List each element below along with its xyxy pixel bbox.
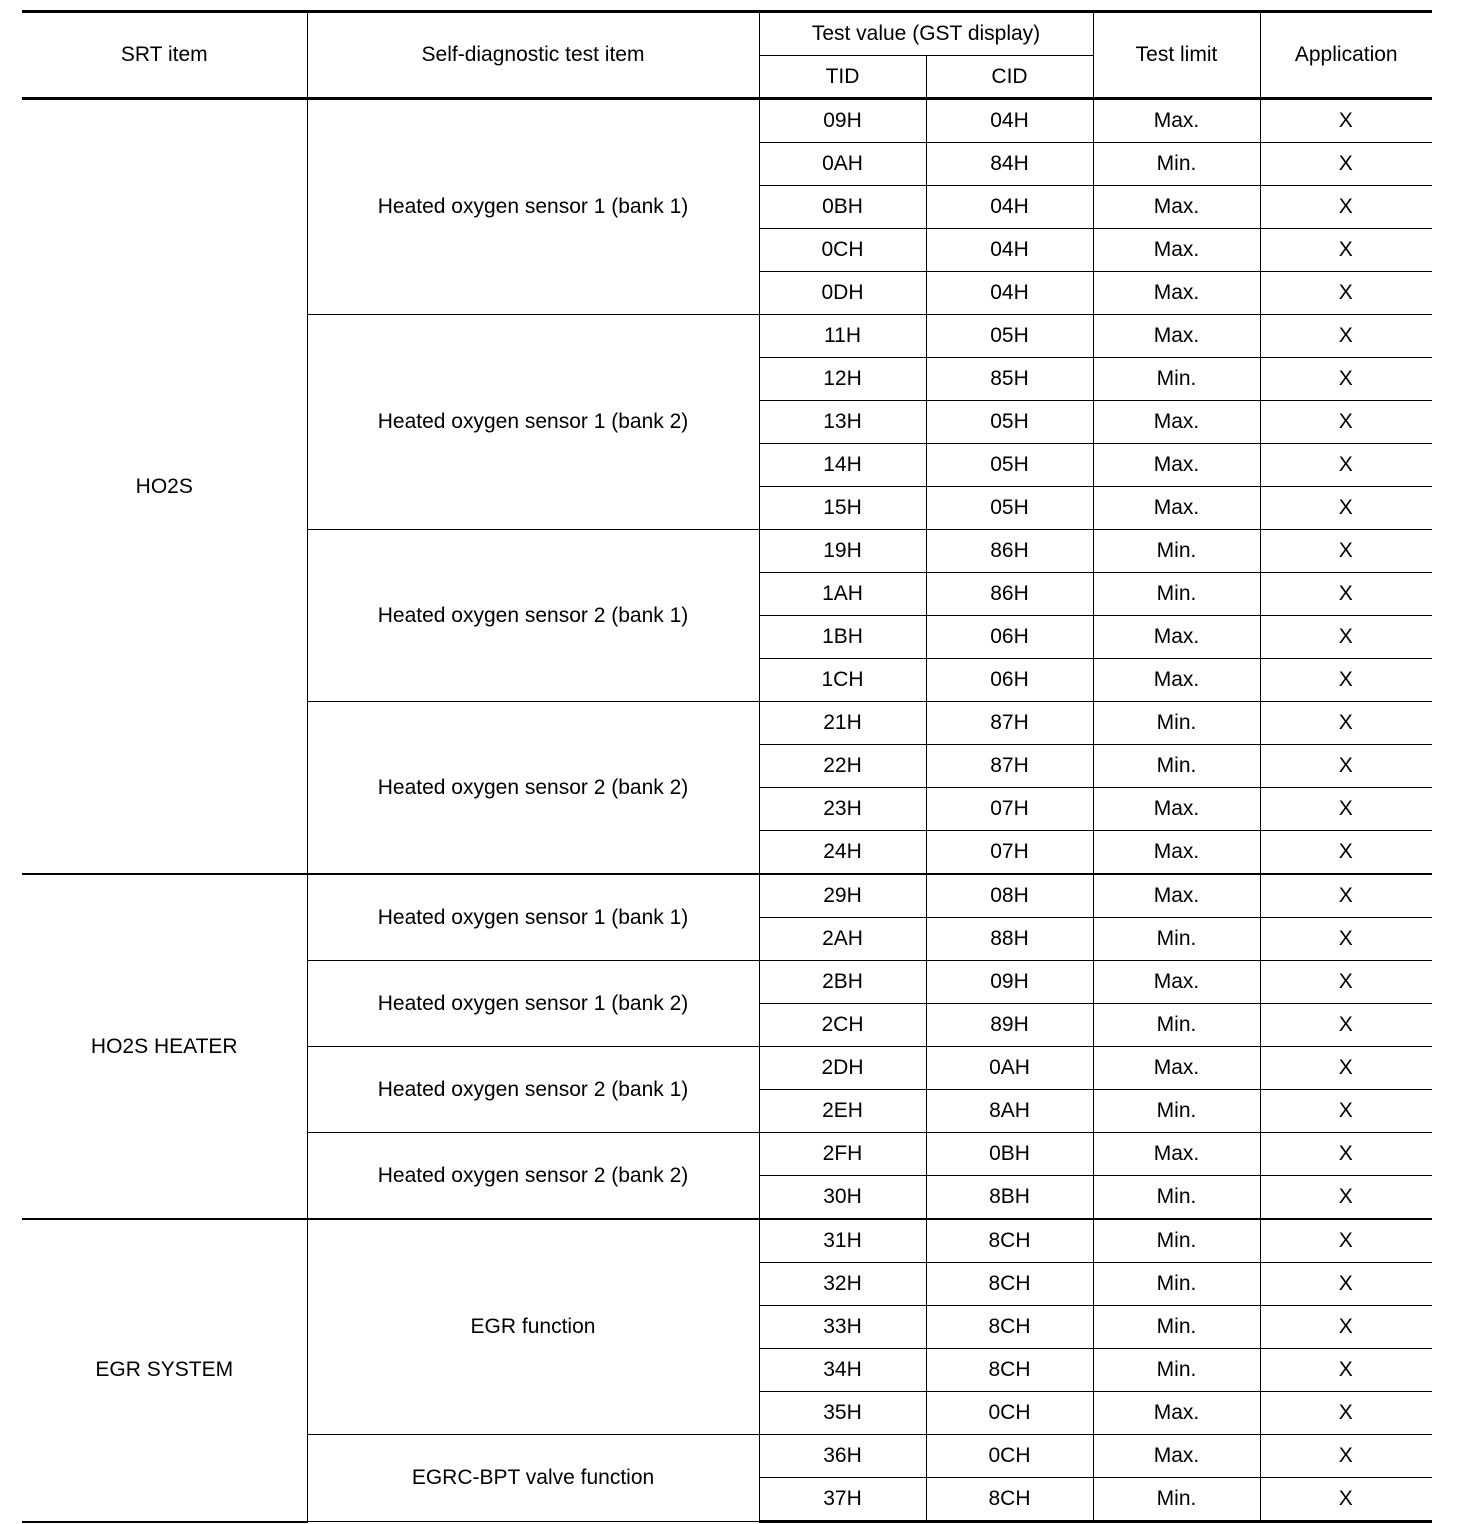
table-body: [22, 99, 1432, 1522]
application-cell: X: [1260, 401, 1432, 444]
header-cid: CID: [926, 56, 1093, 99]
tid-cell: 11H: [759, 315, 926, 358]
tid-cell: 36H: [759, 1435, 926, 1478]
cid-cell: 07H: [926, 788, 1093, 831]
cid-cell: 8CH: [926, 1306, 1093, 1349]
tid-cell: 24H: [759, 831, 926, 875]
test-limit-cell: Max.: [1093, 272, 1260, 315]
cid-cell: 87H: [926, 702, 1093, 745]
cid-cell: 84H: [926, 143, 1093, 186]
test-limit-cell: Max.: [1093, 99, 1260, 143]
tid-cell: 2DH: [759, 1047, 926, 1090]
header-tid: TID: [759, 56, 926, 99]
test-limit-cell: Max.: [1093, 229, 1260, 272]
application-cell: X: [1260, 143, 1432, 186]
application-cell: X: [1260, 1219, 1432, 1263]
cid-cell: 04H: [926, 99, 1093, 143]
application-cell: X: [1260, 1435, 1432, 1478]
test-limit-cell: Min.: [1093, 1219, 1260, 1263]
application-cell: X: [1260, 659, 1432, 702]
table-row: [22, 1219, 1432, 1263]
cid-cell: 0BH: [926, 1133, 1093, 1176]
tid-cell: 1CH: [759, 659, 926, 702]
self-diagnostic-item-cell: Heated oxygen sensor 2 (bank 1): [307, 1047, 759, 1133]
tid-cell: 35H: [759, 1392, 926, 1435]
test-limit-cell: Min.: [1093, 1349, 1260, 1392]
test-limit-cell: Max.: [1093, 444, 1260, 487]
header-self-diagnostic-test-item: Self-diagnostic test item: [307, 12, 759, 99]
self-diagnostic-item-cell: Heated oxygen sensor 1 (bank 2): [307, 961, 759, 1047]
application-cell: X: [1260, 1133, 1432, 1176]
application-cell: X: [1260, 99, 1432, 143]
test-limit-cell: Min.: [1093, 1263, 1260, 1306]
test-limit-cell: Max.: [1093, 659, 1260, 702]
srt-table: [22, 10, 1432, 1523]
tid-cell: 29H: [759, 874, 926, 918]
cid-cell: 08H: [926, 874, 1093, 918]
cid-cell: 86H: [926, 573, 1093, 616]
cid-cell: 86H: [926, 530, 1093, 573]
srt-item-cell: HO2S HEATER: [22, 874, 307, 1219]
application-cell: X: [1260, 1090, 1432, 1133]
cid-cell: 0AH: [926, 1047, 1093, 1090]
cid-cell: 05H: [926, 315, 1093, 358]
test-limit-cell: Max.: [1093, 186, 1260, 229]
tid-cell: 2BH: [759, 961, 926, 1004]
srt-item-cell: HO2S: [22, 99, 307, 875]
tid-cell: 2CH: [759, 1004, 926, 1047]
test-limit-cell: Max.: [1093, 401, 1260, 444]
application-cell: X: [1260, 788, 1432, 831]
tid-cell: 31H: [759, 1219, 926, 1263]
test-limit-cell: Max.: [1093, 831, 1260, 875]
application-cell: X: [1260, 918, 1432, 961]
application-cell: X: [1260, 616, 1432, 659]
table-row: [22, 99, 1432, 143]
application-cell: X: [1260, 1306, 1432, 1349]
table-header: [22, 12, 1432, 99]
application-cell: X: [1260, 745, 1432, 788]
cid-cell: 8AH: [926, 1090, 1093, 1133]
test-limit-cell: Max.: [1093, 315, 1260, 358]
cid-cell: 04H: [926, 186, 1093, 229]
test-limit-cell: Min.: [1093, 573, 1260, 616]
self-diagnostic-item-cell: Heated oxygen sensor 1 (bank 2): [307, 315, 759, 530]
tid-cell: 22H: [759, 745, 926, 788]
cid-cell: 09H: [926, 961, 1093, 1004]
test-limit-cell: Min.: [1093, 918, 1260, 961]
test-limit-cell: Max.: [1093, 487, 1260, 530]
test-limit-cell: Min.: [1093, 143, 1260, 186]
application-cell: X: [1260, 229, 1432, 272]
application-cell: X: [1260, 186, 1432, 229]
test-limit-cell: Min.: [1093, 1004, 1260, 1047]
tid-cell: 2AH: [759, 918, 926, 961]
test-limit-cell: Min.: [1093, 745, 1260, 788]
header-test-value: Test value (GST display): [759, 12, 1093, 56]
tid-cell: 23H: [759, 788, 926, 831]
cid-cell: 04H: [926, 272, 1093, 315]
tid-cell: 1BH: [759, 616, 926, 659]
cid-cell: 05H: [926, 444, 1093, 487]
application-cell: X: [1260, 1263, 1432, 1306]
application-cell: X: [1260, 874, 1432, 918]
tid-cell: 33H: [759, 1306, 926, 1349]
tid-cell: 13H: [759, 401, 926, 444]
test-limit-cell: Min.: [1093, 358, 1260, 401]
tid-cell: 34H: [759, 1349, 926, 1392]
cid-cell: 8CH: [926, 1349, 1093, 1392]
tid-cell: 2EH: [759, 1090, 926, 1133]
cid-cell: 04H: [926, 229, 1093, 272]
cid-cell: 05H: [926, 487, 1093, 530]
application-cell: X: [1260, 1349, 1432, 1392]
cid-cell: 8CH: [926, 1219, 1093, 1263]
tid-cell: 21H: [759, 702, 926, 745]
cid-cell: 0CH: [926, 1392, 1093, 1435]
application-cell: X: [1260, 1047, 1432, 1090]
test-limit-cell: Max.: [1093, 1392, 1260, 1435]
self-diagnostic-item-cell: Heated oxygen sensor 2 (bank 2): [307, 702, 759, 875]
self-diagnostic-item-cell: EGRC-BPT valve function: [307, 1435, 759, 1522]
cid-cell: 06H: [926, 616, 1093, 659]
application-cell: X: [1260, 1392, 1432, 1435]
application-cell: X: [1260, 1176, 1432, 1220]
test-limit-cell: Max.: [1093, 616, 1260, 659]
application-cell: X: [1260, 831, 1432, 875]
table-row: [22, 874, 1432, 918]
test-limit-cell: Max.: [1093, 1047, 1260, 1090]
tid-cell: 30H: [759, 1176, 926, 1220]
tid-cell: 19H: [759, 530, 926, 573]
tid-cell: 15H: [759, 487, 926, 530]
test-limit-cell: Min.: [1093, 530, 1260, 573]
cid-cell: 85H: [926, 358, 1093, 401]
application-cell: X: [1260, 444, 1432, 487]
self-diagnostic-item-cell: Heated oxygen sensor 2 (bank 1): [307, 530, 759, 702]
test-limit-cell: Max.: [1093, 1435, 1260, 1478]
cid-cell: 87H: [926, 745, 1093, 788]
application-cell: X: [1260, 358, 1432, 401]
tid-cell: 0BH: [759, 186, 926, 229]
header-srt-item: SRT item: [22, 12, 307, 99]
application-cell: X: [1260, 573, 1432, 616]
application-cell: X: [1260, 702, 1432, 745]
self-diagnostic-item-cell: Heated oxygen sensor 2 (bank 2): [307, 1133, 759, 1220]
cid-cell: 89H: [926, 1004, 1093, 1047]
header-test-limit: Test limit: [1093, 12, 1260, 99]
cid-cell: 88H: [926, 918, 1093, 961]
tid-cell: 0AH: [759, 143, 926, 186]
tid-cell: 0DH: [759, 272, 926, 315]
tid-cell: 0CH: [759, 229, 926, 272]
application-cell: X: [1260, 961, 1432, 1004]
tid-cell: 09H: [759, 99, 926, 143]
test-limit-cell: Min.: [1093, 702, 1260, 745]
test-limit-cell: Max.: [1093, 874, 1260, 918]
tid-cell: 37H: [759, 1478, 926, 1522]
test-limit-cell: Max.: [1093, 788, 1260, 831]
tid-cell: 12H: [759, 358, 926, 401]
test-limit-cell: Min.: [1093, 1090, 1260, 1133]
cid-cell: 8BH: [926, 1176, 1093, 1220]
tid-cell: 2FH: [759, 1133, 926, 1176]
tid-cell: 32H: [759, 1263, 926, 1306]
self-diagnostic-item-cell: EGR function: [307, 1219, 759, 1435]
tid-cell: 1AH: [759, 573, 926, 616]
test-limit-cell: Min.: [1093, 1306, 1260, 1349]
srt-item-cell: EGR SYSTEM: [22, 1219, 307, 1522]
cid-cell: 8CH: [926, 1263, 1093, 1306]
test-limit-cell: Min.: [1093, 1176, 1260, 1220]
tid-cell: 14H: [759, 444, 926, 487]
cid-cell: 06H: [926, 659, 1093, 702]
test-limit-cell: Max.: [1093, 1133, 1260, 1176]
cid-cell: 05H: [926, 401, 1093, 444]
application-cell: X: [1260, 1004, 1432, 1047]
cid-cell: 0CH: [926, 1435, 1093, 1478]
test-limit-cell: Max.: [1093, 961, 1260, 1004]
application-cell: X: [1260, 487, 1432, 530]
header-application: Application: [1260, 12, 1432, 99]
application-cell: X: [1260, 530, 1432, 573]
self-diagnostic-item-cell: Heated oxygen sensor 1 (bank 1): [307, 99, 759, 315]
application-cell: X: [1260, 272, 1432, 315]
application-cell: X: [1260, 315, 1432, 358]
cid-cell: 07H: [926, 831, 1093, 875]
self-diagnostic-item-cell: Heated oxygen sensor 1 (bank 1): [307, 874, 759, 961]
cid-cell: 8CH: [926, 1478, 1093, 1522]
test-limit-cell: Min.: [1093, 1478, 1260, 1522]
application-cell: X: [1260, 1478, 1432, 1522]
